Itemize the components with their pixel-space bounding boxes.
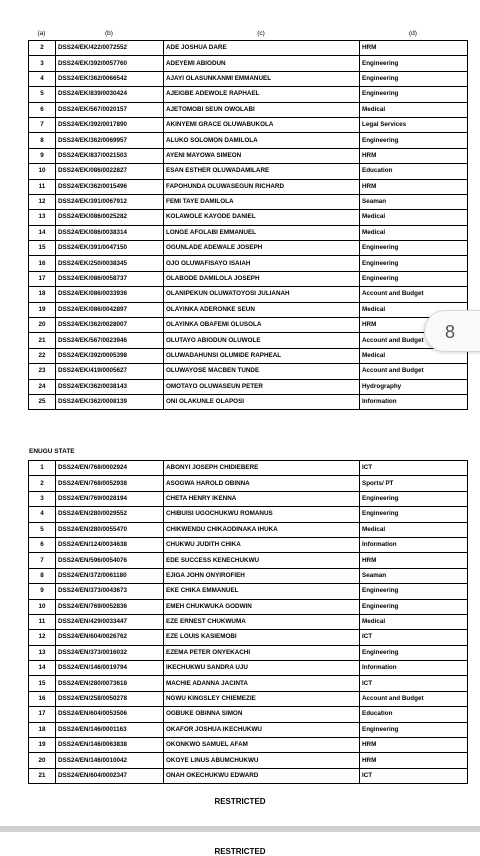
department-cell: HRM — [360, 318, 468, 333]
department-cell: Medical — [360, 302, 468, 317]
service-number-cell: DSS24/EN/146/0001163 — [56, 722, 164, 737]
service-number-cell: DSS24/EN/124/0034638 — [56, 537, 164, 552]
candidate-name-cell: ESAN ESTHER OLUWADAMILARE — [164, 164, 360, 179]
department-cell: Information — [360, 537, 468, 552]
candidate-name-cell: ONI OLAKUNLE OLAPOSI — [164, 394, 360, 409]
table-row — [29, 102, 468, 117]
service-number-cell: DSS24/EK/362/0066542 — [56, 71, 164, 86]
state-heading: ENUGU STATE — [29, 448, 75, 455]
serial-number-cell: 2 — [29, 476, 56, 491]
candidate-name-cell: OLAYINKA ADERONKE SEUN — [164, 302, 360, 317]
service-number-cell: DSS24/EN/146/0019794 — [56, 661, 164, 676]
department-cell: HRM — [360, 41, 468, 56]
candidate-name-cell: OGUNLADE ADEWALE JOSEPH — [164, 241, 360, 256]
department-cell: Medical — [360, 102, 468, 117]
table-row — [29, 491, 468, 506]
serial-number-cell: 4 — [29, 507, 56, 522]
serial-number-cell: 13 — [29, 210, 56, 225]
serial-number-cell: 4 — [29, 71, 56, 86]
candidate-name-cell: CHETA HENRY IKENNA — [164, 491, 360, 506]
department-cell: Sports/ PT — [360, 476, 468, 491]
page-divider — [0, 826, 480, 832]
department-cell: ICT — [360, 676, 468, 691]
candidate-name-cell: OKONKWO SAMUEL AFAM — [164, 738, 360, 753]
service-number-cell: DSS24/EN/373/0016032 — [56, 645, 164, 660]
service-number-cell: DSS24/EK/839/0030424 — [56, 87, 164, 102]
table-row — [29, 348, 468, 363]
service-number-cell: DSS24/EK/086/0058737 — [56, 271, 164, 286]
department-cell: Information — [360, 394, 468, 409]
candidate-name-cell: AYENI MAYOWA SIMEON — [164, 148, 360, 163]
table-row — [29, 225, 468, 240]
service-number-cell: DSS24/EN/604/0053506 — [56, 707, 164, 722]
candidate-name-cell: EZEMA PETER ONYEKACHI — [164, 645, 360, 660]
serial-number-cell: 24 — [29, 379, 56, 394]
serial-number-cell: 5 — [29, 87, 56, 102]
service-number-cell: DSS24/EK/837/0021503 — [56, 148, 164, 163]
department-cell: Account and Budget — [360, 364, 468, 379]
table-row — [29, 318, 468, 333]
table-row — [29, 287, 468, 302]
table-row — [29, 738, 468, 753]
serial-number-cell: 19 — [29, 738, 56, 753]
service-number-cell: DSS24/EK/391/0067912 — [56, 194, 164, 209]
table-row — [29, 210, 468, 225]
page-number: 8 — [445, 322, 456, 342]
candidate-name-cell: OLUWAYOSE MACBEN TUNDE — [164, 364, 360, 379]
candidate-name-cell: OLANIPEKUN OLUWATOYOSI JULIANAH — [164, 287, 360, 302]
service-number-cell: DSS24/EN/604/0026762 — [56, 630, 164, 645]
department-cell: Seaman — [360, 194, 468, 209]
serial-number-cell: 17 — [29, 707, 56, 722]
table-row — [29, 256, 468, 271]
candidate-name-cell: FEMI TAYE DAMILOLA — [164, 194, 360, 209]
serial-number-cell: 11 — [29, 179, 56, 194]
department-cell: Engineering — [360, 722, 468, 737]
department-cell: Education — [360, 164, 468, 179]
table-row — [29, 553, 468, 568]
serial-number-cell: 3 — [29, 56, 56, 71]
department-cell: ICT — [360, 630, 468, 645]
candidate-name-cell: AJETOMOBI SEUN OWOLABI — [164, 102, 360, 117]
candidate-name-cell: ASOGWA HAROLD OBINNA — [164, 476, 360, 491]
service-number-cell: DSS24/EK/362/0015496 — [56, 179, 164, 194]
department-cell: HRM — [360, 753, 468, 768]
department-cell: Engineering — [360, 645, 468, 660]
table-row — [29, 71, 468, 86]
department-cell: Information — [360, 661, 468, 676]
candidate-name-cell: EMEH CHUKWUKA GODWIN — [164, 599, 360, 614]
serial-number-cell: 2 — [29, 41, 56, 56]
department-cell: Engineering — [360, 271, 468, 286]
service-number-cell: DSS24/EK/392/0005398 — [56, 348, 164, 363]
candidate-name-cell: MACHIE ADANNA JACINTA — [164, 676, 360, 691]
service-number-cell: DSS24/EK/567/0020157 — [56, 102, 164, 117]
column-header-row — [28, 30, 468, 40]
serial-number-cell: 1 — [29, 461, 56, 476]
department-cell: Engineering — [360, 241, 468, 256]
serial-number-cell: 17 — [29, 271, 56, 286]
serial-number-cell: 7 — [29, 117, 56, 132]
candidate-name-cell: ADEYEMI ABIODUN — [164, 56, 360, 71]
candidate-name-cell: OLUWADAHUNSI OLUMIDE RAPHEAL — [164, 348, 360, 363]
candidate-name-cell: IKECHUKWU SANDRA UJU — [164, 661, 360, 676]
table-row — [29, 379, 468, 394]
service-number-cell: DSS24/EN/596/0054076 — [56, 553, 164, 568]
candidate-name-cell: AJEIGBE ADEWOLE RAPHAEL — [164, 87, 360, 102]
service-number-cell: DSS24/EK/362/0069957 — [56, 133, 164, 148]
department-cell: Engineering — [360, 491, 468, 506]
table-row — [29, 194, 468, 209]
table-row — [29, 614, 468, 629]
candidate-name-cell: EDE SUCCESS KENECHUKWU — [164, 553, 360, 568]
serial-number-cell: 13 — [29, 645, 56, 660]
candidate-name-cell: NGWU KINGSLEY CHIEMEZIE — [164, 691, 360, 706]
serial-number-cell: 9 — [29, 584, 56, 599]
table-row — [29, 676, 468, 691]
table-row — [29, 661, 468, 676]
department-cell: Legal Services — [360, 117, 468, 132]
serial-number-cell: 8 — [29, 568, 56, 583]
department-cell: Hydrography — [360, 379, 468, 394]
department-cell: Engineering — [360, 87, 468, 102]
candidate-name-cell: OKAFOR JOSHUA IKECHUKWU — [164, 722, 360, 737]
department-cell: Education — [360, 707, 468, 722]
table-row — [29, 333, 468, 348]
next-page-restricted-header: RESTRICTED — [214, 847, 266, 856]
department-cell: Engineering — [360, 71, 468, 86]
service-number-cell: DSS24/EK/086/0033936 — [56, 287, 164, 302]
service-number-cell: DSS24/EN/280/0029552 — [56, 507, 164, 522]
department-cell: Engineering — [360, 133, 468, 148]
serial-number-cell: 12 — [29, 630, 56, 645]
serial-number-cell: 20 — [29, 753, 56, 768]
service-number-cell: DSS24/EN/769/0028194 — [56, 491, 164, 506]
serial-number-cell: 15 — [29, 676, 56, 691]
table-row — [29, 148, 468, 163]
table-row — [29, 461, 468, 476]
serial-number-cell: 11 — [29, 614, 56, 629]
candidate-name-cell: ABONYI JOSEPH CHIDIEBERE — [164, 461, 360, 476]
table-row — [29, 584, 468, 599]
service-number-cell: DSS24/EN/280/0073618 — [56, 676, 164, 691]
service-number-cell: DSS24/EN/604/0002347 — [56, 768, 164, 783]
serial-number-cell: 16 — [29, 691, 56, 706]
candidate-name-cell: CHIKWENDU CHIKAODINAKA IHUKA — [164, 522, 360, 537]
restricted-footer: RESTRICTED — [214, 797, 266, 806]
serial-number-cell: 16 — [29, 256, 56, 271]
service-number-cell: DSS24/EN/280/0055470 — [56, 522, 164, 537]
department-cell: ICT — [360, 461, 468, 476]
table-row — [29, 507, 468, 522]
department-cell: Medical — [360, 522, 468, 537]
service-number-cell: DSS24/EK/086/0038314 — [56, 225, 164, 240]
table-row — [29, 722, 468, 737]
department-cell: Account and Budget — [360, 333, 468, 348]
candidate-name-cell: OMOTAYO OLUWASEUN PETER — [164, 379, 360, 394]
service-number-cell: DSS24/EK/086/0022827 — [56, 164, 164, 179]
candidate-name-cell: ONAH OKECHUKWU EDWARD — [164, 768, 360, 783]
service-number-cell: DSS24/EK/086/0042897 — [56, 302, 164, 317]
candidates-table-1 — [28, 40, 468, 410]
serial-number-cell: 6 — [29, 537, 56, 552]
column-header-d: (d) — [409, 30, 417, 37]
service-number-cell: DSS24/EK/419/0005627 — [56, 364, 164, 379]
service-number-cell: DSS24/EN/429/0033447 — [56, 614, 164, 629]
serial-number-cell: 19 — [29, 302, 56, 317]
serial-number-cell: 9 — [29, 148, 56, 163]
serial-number-cell: 10 — [29, 599, 56, 614]
table-row — [29, 599, 468, 614]
serial-number-cell: 6 — [29, 102, 56, 117]
candidate-name-cell: FAPOHUNDA OLUWASEGUN RICHARD — [164, 179, 360, 194]
column-header-a: (a) — [37, 30, 46, 37]
candidate-name-cell: ADE JOSHUA DARE — [164, 41, 360, 56]
candidate-name-cell: OLUTAYO ABIODUN OLUWOLE — [164, 333, 360, 348]
column-header-b: (b) — [105, 30, 113, 37]
serial-number-cell: 18 — [29, 287, 56, 302]
service-number-cell: DSS24/EN/372/0061180 — [56, 568, 164, 583]
candidate-name-cell: LONGE AFOLABI EMMANUEL — [164, 225, 360, 240]
candidates-table-2 — [28, 460, 468, 784]
serial-number-cell: 22 — [29, 348, 56, 363]
serial-number-cell: 10 — [29, 164, 56, 179]
table-row — [29, 768, 468, 783]
department-cell: HRM — [360, 179, 468, 194]
service-number-cell: DSS24/EN/373/0043673 — [56, 584, 164, 599]
candidate-name-cell: KOLAWOLE KAYODE DANIEL — [164, 210, 360, 225]
department-cell: Medical — [360, 348, 468, 363]
candidate-name-cell: OKOYE LINUS ABUMCHUKWU — [164, 753, 360, 768]
department-cell: Medical — [360, 614, 468, 629]
table-row — [29, 164, 468, 179]
department-cell: Engineering — [360, 56, 468, 71]
department-cell: Engineering — [360, 599, 468, 614]
candidate-name-cell: CHUKWU JUDITH CHIKA — [164, 537, 360, 552]
serial-number-cell: 7 — [29, 553, 56, 568]
department-cell: Engineering — [360, 584, 468, 599]
service-number-cell: DSS24/EN/146/0010042 — [56, 753, 164, 768]
serial-number-cell: 8 — [29, 133, 56, 148]
service-number-cell: DSS24/EK/422/0072552 — [56, 41, 164, 56]
table-row — [29, 476, 468, 491]
table-row — [29, 522, 468, 537]
serial-number-cell: 12 — [29, 194, 56, 209]
department-cell: Engineering — [360, 256, 468, 271]
serial-number-cell: 21 — [29, 768, 56, 783]
service-number-cell: DSS24/EN/768/0002924 — [56, 461, 164, 476]
column-header-c: (c) — [257, 30, 265, 37]
table-row — [29, 753, 468, 768]
department-cell: Medical — [360, 225, 468, 240]
department-cell: HRM — [360, 148, 468, 163]
service-number-cell: DSS24/EK/391/0047150 — [56, 241, 164, 256]
department-cell: Engineering — [360, 507, 468, 522]
service-number-cell: DSS24/EN/768/0052938 — [56, 476, 164, 491]
serial-number-cell: 5 — [29, 522, 56, 537]
service-number-cell: DSS24/EN/258/0050278 — [56, 691, 164, 706]
serial-number-cell: 18 — [29, 722, 56, 737]
service-number-cell: DSS24/EK/086/0025282 — [56, 210, 164, 225]
table-row — [29, 568, 468, 583]
table-row — [29, 241, 468, 256]
candidate-name-cell: OLAYINKA OBAFEMI OLUSOLA — [164, 318, 360, 333]
department-cell: Account and Budget — [360, 691, 468, 706]
serial-number-cell: 25 — [29, 394, 56, 409]
candidate-name-cell: ALUKO SOLOMON DAMILOLA — [164, 133, 360, 148]
service-number-cell: DSS24/EK/250/0038345 — [56, 256, 164, 271]
table-row — [29, 707, 468, 722]
service-number-cell: DSS24/EK/392/0017890 — [56, 117, 164, 132]
service-number-cell: DSS24/EK/392/0057760 — [56, 56, 164, 71]
serial-number-cell: 23 — [29, 364, 56, 379]
table-row — [29, 271, 468, 286]
table-row — [29, 364, 468, 379]
candidate-name-cell: OJO OLUWAFISAYO ISAIAH — [164, 256, 360, 271]
candidate-name-cell: EZE ERNEST CHUKWUMA — [164, 614, 360, 629]
department-cell: HRM — [360, 738, 468, 753]
department-cell: ICT — [360, 768, 468, 783]
page-number-tab[interactable] — [424, 310, 480, 352]
department-cell: Account and Budget — [360, 287, 468, 302]
table-row — [29, 87, 468, 102]
serial-number-cell: 14 — [29, 661, 56, 676]
service-number-cell: DSS24/EK/362/0008139 — [56, 394, 164, 409]
serial-number-cell: 21 — [29, 333, 56, 348]
table-row — [29, 41, 468, 56]
serial-number-cell: 14 — [29, 225, 56, 240]
table-row — [29, 691, 468, 706]
table-row — [29, 394, 468, 409]
service-number-cell: DSS24/EN/146/0063838 — [56, 738, 164, 753]
table-row — [29, 645, 468, 660]
table-row — [29, 133, 468, 148]
candidate-name-cell: CHIBUISI UGOCHUKWU ROMANUS — [164, 507, 360, 522]
table-row — [29, 537, 468, 552]
service-number-cell: DSS24/EN/769/0052836 — [56, 599, 164, 614]
candidate-name-cell: EJIGA JOHN ONYIROFIEH — [164, 568, 360, 583]
table-row — [29, 302, 468, 317]
candidate-name-cell: OGBUKE OBINNA SIMON — [164, 707, 360, 722]
table-row — [29, 56, 468, 71]
service-number-cell: DSS24/EK/567/0023946 — [56, 333, 164, 348]
candidate-name-cell: EZE LOUIS KASIEMOBI — [164, 630, 360, 645]
table-row — [29, 179, 468, 194]
department-cell: Seaman — [360, 568, 468, 583]
serial-number-cell: 20 — [29, 318, 56, 333]
department-cell: Medical — [360, 210, 468, 225]
serial-number-cell: 3 — [29, 491, 56, 506]
candidate-name-cell: OLABODE DAMILOLA JOSEPH — [164, 271, 360, 286]
candidate-name-cell: AJAYI OLASUNKANMI EMMANUEL — [164, 71, 360, 86]
table-row — [29, 117, 468, 132]
candidate-name-cell: EKE CHIKA EMMANUEL — [164, 584, 360, 599]
service-number-cell: DSS24/EK/362/0038143 — [56, 379, 164, 394]
candidate-name-cell: AKINYEMI GRACE OLUWABUKOLA — [164, 117, 360, 132]
table-row — [29, 630, 468, 645]
department-cell: HRM — [360, 553, 468, 568]
serial-number-cell: 15 — [29, 241, 56, 256]
service-number-cell: DSS24/EK/362/0028007 — [56, 318, 164, 333]
